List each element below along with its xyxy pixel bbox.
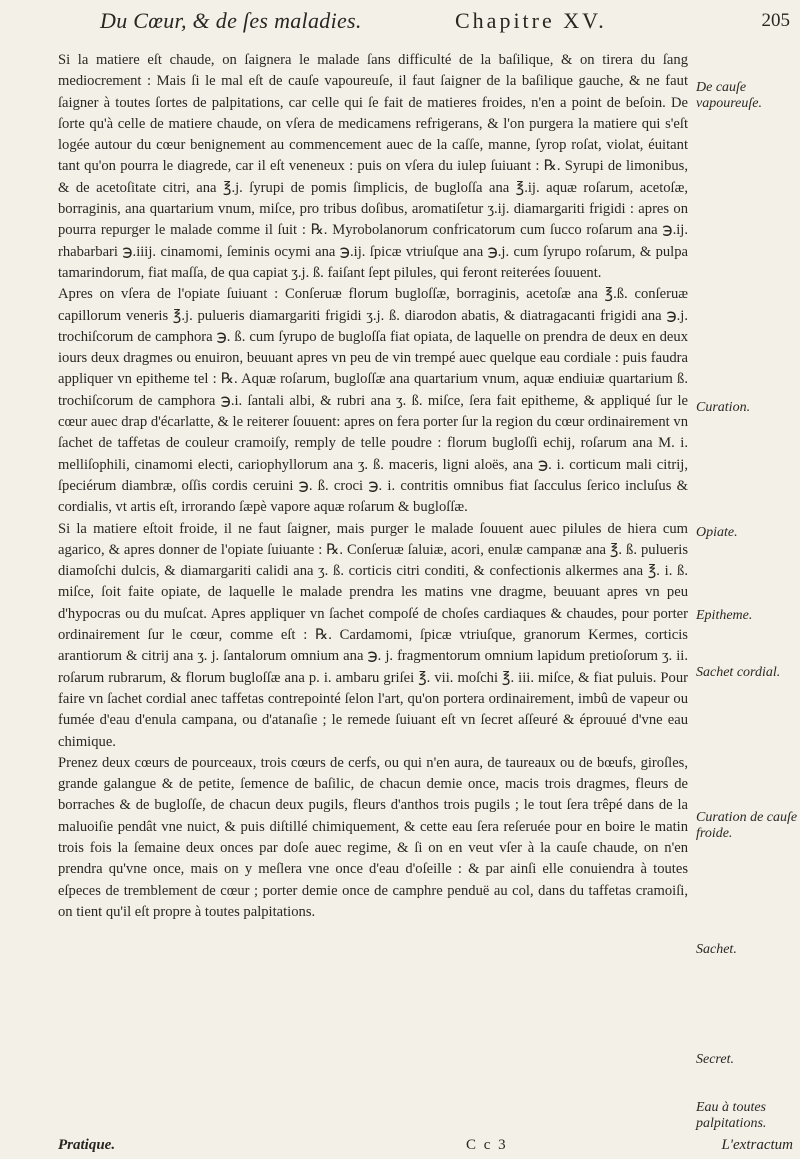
page-footer bbox=[58, 1137, 793, 1157]
margin-note: Sachet cordial. bbox=[696, 665, 781, 680]
paragraph: Si la matiere eſtoit froide, il ne faut ſaigner, mais purger le malade ſouuent auec pilules de hiera cum agarico, & apres donner de l'opiate ſuiuante : ℞. Conſeruæ ſaluiæ, acori, enulæ campanæ ana ℥. ß. pulueris diamoſchi dulcis, & diamargariti calidi ana ʒ. ß. corticis citri conditi, & confectionis alkermes ana ℥. i. ß. miſce, ſoit faite opiate, de laquelle le malade prendra les matins vne dragme, beuuant apres vn peu d'hypocras ou du muſcat. Apres appliquer vn ſachet compoſé de choſes cardiaques & chaudes, pour porter ordinairement ſur le cœur, comme eſt : ℞. Cardamomi, ſpicæ vtriuſque, granorum Kermes, corticis arantiorum & citrij ana ʒ. j. ſantalorum omnium ana ℈. j. fragmentorum omnium lapidum pretioſorum ʒ. ii. roſarum rubrarum, & florum bugloſſæ ana p. i. ambaru griſei ℥. vii. moſchi ℥. iii. miſce, & fiat puluis. Pour faire vn ſachet cordial anec taffetas contrepointé ſelon l'art, qu'on portera ordinairement, imbû de vapeur ou fumée d'eau d'enula campana, ou d'atanaſie ; le remede ſuiuant eſt vn ſecret aſſeuré & éprouué d'vne eau chimique. bbox=[58, 520, 688, 750]
running-title: Du Cœur, & de ſes maladies. bbox=[100, 8, 362, 33]
margin-note: Curation de cauſe froide. bbox=[696, 810, 798, 841]
margin-note: Secret. bbox=[696, 1052, 734, 1067]
margin-note: Epitheme. bbox=[696, 608, 753, 623]
running-head bbox=[100, 8, 790, 38]
paragraph: Apres on vſera de l'opiate ſuiuant : Conſeruæ florum bugloſſæ, borraginis, acetoſæ ana ℥.ß. conſeruæ capillorum veneris ℥.j. pulueris diamargariti frigidi ʒ.j. ß. diarodon abatis, & diatragacanti frigidi ana ℈.j. trochiſcorum de camphora ℈. ß. cum ſyrupo de bugloſſa fiat opiata, de laquelle on prendra de deux en deux iours deux dragmes ou enuiron, beuuant apres vn peu de vin trempé auec quelque eau cordiale : puis faudra appliquer vn epitheme tel : ℞. Aquæ roſarum, bugloſſæ ana quartarium vnum, aquæ endiuiæ quartarium ß. trochiſcorum de camphora ℈.i. ſantali albi, & rubri ana ʒ. ß. miſce, ſera fait epitheme, & appliqué ſur le cœur auec drap d'écarlatte, & le reiterer ſouuent: apres on fera porter ſur la region du cœur ordinairement vn ſachet de taffetas de couleur cramoiſy, remply de telle poudre : florum bugloſſi echij, roſarum ana M. i. melliſophili, cinamomi electi, cariophyllorum ana ʒ. ß. maceris, ligni aloës, ana ℈. i. corticum mali citrij, ſpeciérum diambræ, oſſis cordis ceruini ℈. ß. croci ℈. i. contritis omnibus fiat ſacculus ſerico incluſus & cordialis, vt artis eſt, irrorando ſæpè vapore aquæ roſarum & bugloſſæ. bbox=[58, 286, 688, 516]
margin-note: De cauſe vapoureuſe. bbox=[696, 80, 762, 111]
margin-notes bbox=[696, 50, 800, 1131]
footer-label: Pratique. bbox=[58, 1137, 116, 1153]
signature-mark: C c 3 bbox=[466, 1137, 508, 1153]
catchword: L'extractum bbox=[721, 1137, 793, 1153]
paragraph: Si la matiere eſt chaude, on ſaignera le malade ſans difficulté de la baſilique, & on tirera du ſang mediocrement : Mais ſi le mal eſt de cauſe vapoureuſe, il faut ſaigner de la baſilique gauche, & ne faut ſaigner à toutes ſortes de palpitations, car celle qui ſe fait de matieres froides, n'en a point de beſoin. De ſorte qu'à celle de matiere chaude, on vſera de medicamens refrigerans, & l'on purgera la matiere qui s'eſt logée autour du cœur benignement au commencement auec de la caſſe, manne, ſyrop roſat, violat, éuitant tant qu'on pourra le diagrede, car il eſt veneneux : puis on vſera du iulep ſuiuant : ℞. Syrupi de limonibus, & de acetoſitate citri, ana ℥.j. ſyrupi de pomis ſimplicis, de bugloſſa ana ℥.ij. aquæ roſarum, acetoſæ, borraginis, ana quartarium vnum, miſce, pro tribus doſibus, aromatiſetur ʒ.ij. diamargariti frigidi : apres on pourra repurger le malade comme il ſuit : ℞. Myrobolanorum confricatorum cum ſucco roſarum ana ℈.ij. rhabarbari ℈.iiij. cinamomi, ſeminis ocymi ana ℈.ij. ſpicæ vtriuſque ana ℈.j. cum ſyrupo roſarum, & pulpa tamarindorum, fiat maſſa, de qua capiat ʒ.j. ß. faiſant ſept pilules, qui feront reiterées ſouuent. bbox=[58, 52, 688, 281]
margin-note: Sachet. bbox=[696, 942, 737, 957]
page-number: 205 bbox=[761, 10, 790, 31]
chapter-heading: Chapitre XV. bbox=[455, 8, 607, 33]
paragraph: Prenez deux cœurs de pourceaux, trois cœurs de cerfs, ou qui n'en aura, de taureaux ou de bœufs, giroſles, grande galangue & de petite, ſemence de baſilic, de chacun demie once, macis trois dragmes, fleurs de borraches & de bugloſſe, de chacun deux pugils, fleurs d'anthos trois pugils ; le tout ſera trêpé dans de la maluoiſie pendât vne nuict, & puis diſtillé chimiquement, & cette eau ſera reſeruée pour en boire le matin trois fois la ſemaine deux onces par doſe auec regime, & ſi on en veut vſer à la cauſe chaude, on n'en prendra qu'vne once, mais on y meſlera vne once d'eau d'oſeille : & par ainſi elle conuiendra à toutes eſpeces de tremblement de cœur ; porter demie once de camphre penduë au col, dans du taffetas cramoiſi, on tient qu'il eſt propre à toutes palpitations. bbox=[58, 754, 688, 920]
margin-note: Opiate. bbox=[696, 525, 738, 540]
main-text bbox=[58, 50, 688, 923]
margin-note: Eau à toutes palpitations. bbox=[696, 1100, 767, 1131]
margin-note: Curation. bbox=[696, 400, 751, 415]
